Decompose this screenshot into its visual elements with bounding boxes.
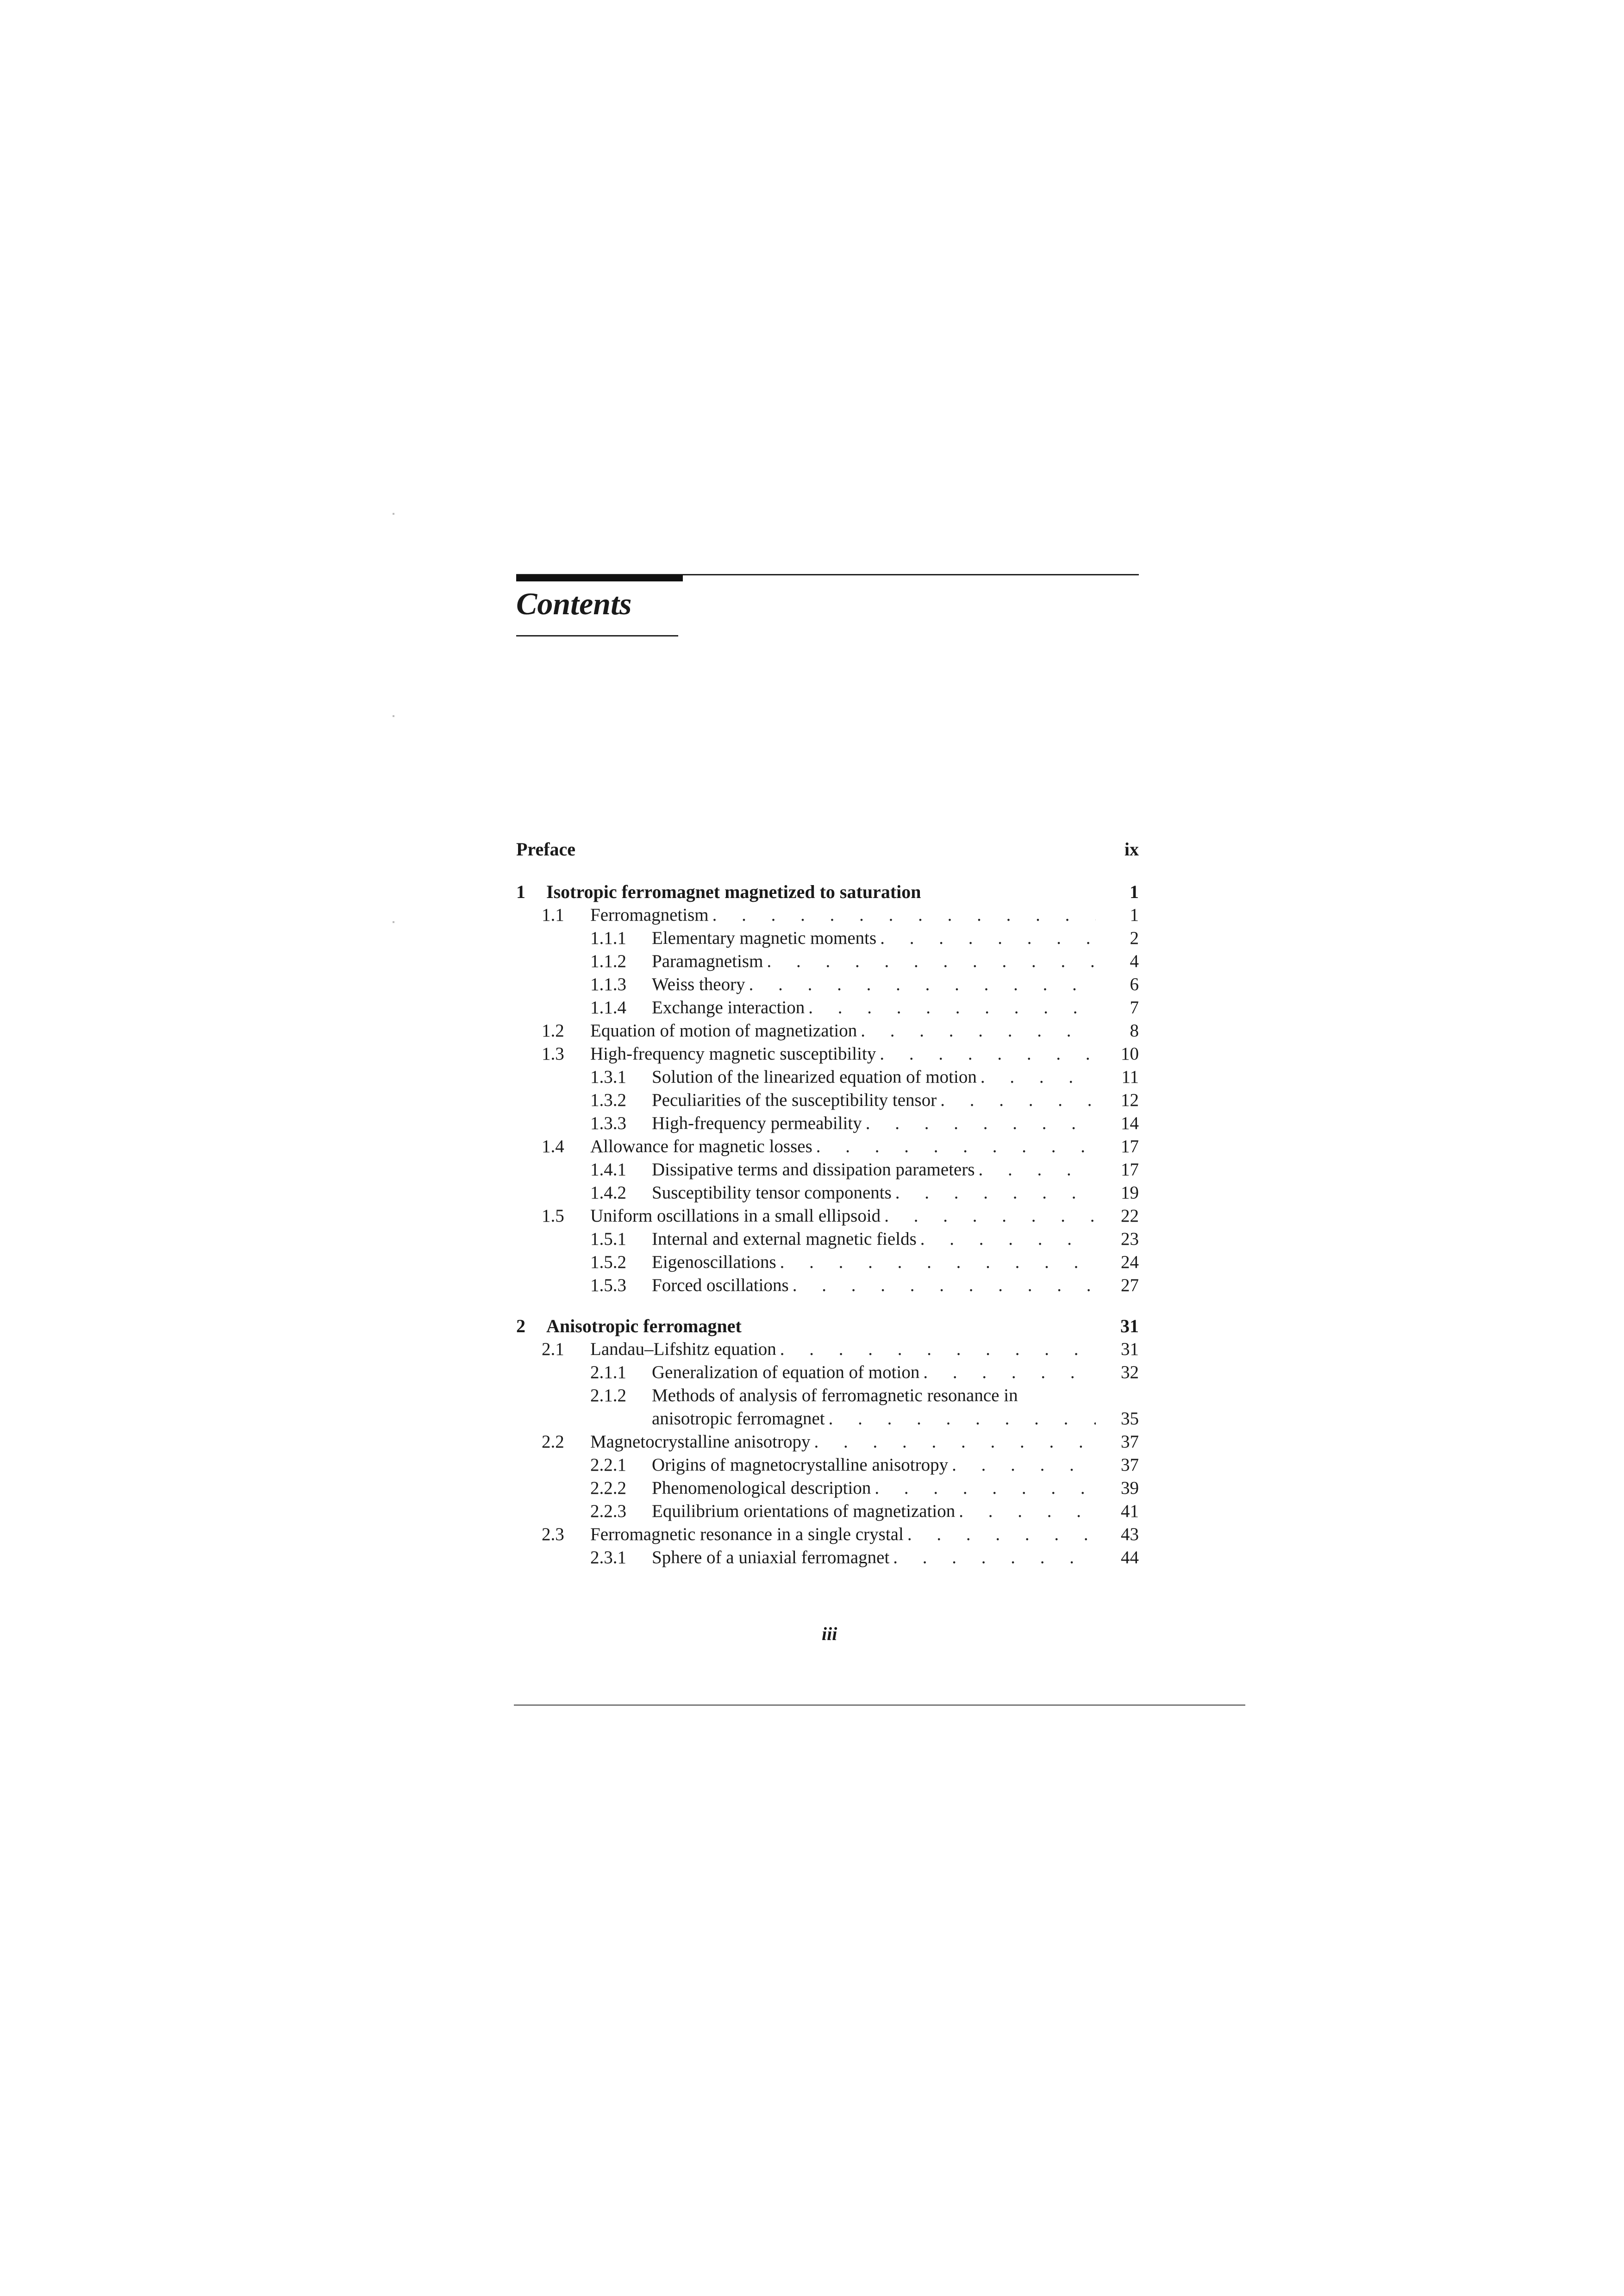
toc-page: 7 bbox=[1130, 998, 1139, 1017]
toc-number: 2 bbox=[516, 1316, 525, 1336]
toc-page: 31 bbox=[1120, 1316, 1139, 1336]
toc-subsection[interactable] bbox=[516, 1454, 1139, 1477]
toc-number: 1.3.3 bbox=[590, 1113, 626, 1133]
toc-number: 1.4 bbox=[542, 1136, 564, 1156]
toc-number: 1.5.2 bbox=[590, 1252, 626, 1272]
toc-page: 22 bbox=[1121, 1206, 1139, 1226]
toc-page: 23 bbox=[1121, 1229, 1139, 1249]
toc-subsection[interactable] bbox=[516, 1384, 1139, 1407]
toc-subsection[interactable] bbox=[516, 1181, 1139, 1204]
toc-subsection-continued[interactable] bbox=[516, 1407, 1139, 1430]
margin-mark bbox=[393, 513, 394, 515]
toc-subsection[interactable] bbox=[516, 1274, 1139, 1297]
toc-page: 39 bbox=[1121, 1478, 1139, 1498]
toc-section[interactable] bbox=[516, 1019, 1139, 1042]
toc-subsection[interactable] bbox=[516, 1251, 1139, 1274]
toc-leader bbox=[861, 1019, 1096, 1042]
toc-page: 1 bbox=[1130, 881, 1139, 902]
toc-number: 2.3.1 bbox=[590, 1547, 626, 1567]
toc-title: Internal and external magnetic fields bbox=[652, 1229, 917, 1249]
toc-page: ix bbox=[1124, 839, 1139, 860]
toc-page: 17 bbox=[1121, 1160, 1139, 1179]
toc-preface[interactable] bbox=[516, 838, 1139, 861]
toc-number: 1.5.1 bbox=[590, 1229, 626, 1249]
toc-section[interactable] bbox=[516, 1135, 1139, 1158]
toc-subsection[interactable] bbox=[516, 1546, 1139, 1569]
toc-number: 2.2 bbox=[542, 1432, 564, 1452]
footer-rule bbox=[514, 1704, 1245, 1706]
header-rule-bar bbox=[516, 575, 683, 581]
toc-subsection[interactable] bbox=[516, 927, 1139, 950]
toc-page: 44 bbox=[1121, 1547, 1139, 1567]
toc-number: 1.1.4 bbox=[590, 998, 626, 1017]
toc-title: Susceptibility tensor components bbox=[652, 1183, 892, 1203]
toc-page: 31 bbox=[1121, 1339, 1139, 1359]
toc-page: 37 bbox=[1121, 1455, 1139, 1475]
toc-number: 2.1.2 bbox=[590, 1385, 626, 1405]
toc-title: Magnetocrystalline anisotropy bbox=[590, 1432, 811, 1452]
toc-title: Phenomenological description bbox=[652, 1478, 871, 1498]
toc-leader bbox=[808, 996, 1096, 1019]
page-number: iii bbox=[822, 1623, 837, 1644]
toc-title: Generalization of equation of motion bbox=[652, 1362, 920, 1382]
toc-page: 35 bbox=[1121, 1409, 1139, 1429]
toc-number: 2.2.1 bbox=[590, 1455, 626, 1475]
toc-title: Peculiarities of the susceptibility tensor bbox=[652, 1090, 937, 1110]
toc-leader bbox=[923, 1361, 1096, 1384]
toc-leader bbox=[979, 1158, 1096, 1181]
toc-title: Origins of magnetocrystalline anisotropy bbox=[652, 1455, 949, 1475]
toc-title: Anisotropic ferromagnet bbox=[546, 1316, 742, 1336]
toc-page: 4 bbox=[1130, 951, 1139, 971]
toc-leader bbox=[780, 1338, 1096, 1361]
toc-leader bbox=[874, 1477, 1096, 1500]
toc-title: High-frequency magnetic susceptibility bbox=[590, 1044, 876, 1064]
toc-page: 10 bbox=[1121, 1044, 1139, 1064]
toc-section[interactable] bbox=[516, 1042, 1139, 1066]
toc-leader bbox=[940, 1089, 1096, 1112]
toc-subsection[interactable] bbox=[516, 1089, 1139, 1112]
toc-subsection[interactable] bbox=[516, 1112, 1139, 1135]
toc-page: 32 bbox=[1121, 1362, 1139, 1382]
table-of-contents bbox=[516, 838, 1139, 1569]
toc-section[interactable] bbox=[516, 1338, 1139, 1361]
toc-subsection[interactable] bbox=[516, 1228, 1139, 1251]
toc-leader bbox=[793, 1274, 1096, 1297]
toc-leader bbox=[959, 1500, 1096, 1523]
toc-subsection[interactable] bbox=[516, 1158, 1139, 1181]
toc-page: 12 bbox=[1121, 1090, 1139, 1110]
toc-number: 1.1.2 bbox=[590, 951, 626, 971]
toc-number: 1.1 bbox=[542, 905, 564, 925]
toc-page: 41 bbox=[1121, 1501, 1139, 1521]
toc-section[interactable] bbox=[516, 1430, 1139, 1454]
toc-page: 8 bbox=[1130, 1021, 1139, 1041]
toc-title: Exchange interaction bbox=[652, 998, 805, 1017]
toc-number: 1.2 bbox=[542, 1021, 564, 1041]
margin-mark bbox=[393, 715, 394, 717]
toc-page: 43 bbox=[1121, 1524, 1139, 1544]
toc-number: 1.5 bbox=[542, 1206, 564, 1226]
toc-title: Sphere of a uniaxial ferromagnet bbox=[652, 1547, 890, 1567]
toc-number: 1.3.1 bbox=[590, 1067, 626, 1087]
toc-title: High-frequency permeability bbox=[652, 1113, 862, 1133]
toc-page: 14 bbox=[1121, 1113, 1139, 1133]
toc-leader bbox=[814, 1430, 1096, 1454]
toc-number: 1.4.2 bbox=[590, 1183, 626, 1203]
toc-title: Landau–Lifshitz equation bbox=[590, 1339, 776, 1359]
toc-number: 2.1 bbox=[542, 1339, 564, 1359]
toc-number: 2.2.3 bbox=[590, 1501, 626, 1521]
toc-number: 1.1.1 bbox=[590, 928, 626, 948]
toc-leader bbox=[907, 1523, 1096, 1546]
toc-section[interactable] bbox=[516, 1204, 1139, 1228]
title-underline bbox=[516, 635, 678, 636]
toc-page: 19 bbox=[1121, 1183, 1139, 1203]
toc-subsection[interactable] bbox=[516, 950, 1139, 973]
toc-leader bbox=[712, 904, 1096, 927]
toc-leader bbox=[880, 927, 1096, 950]
toc-page: 11 bbox=[1121, 1067, 1139, 1087]
toc-number: 1.3.2 bbox=[590, 1090, 626, 1110]
margin-mark bbox=[393, 921, 394, 923]
toc-page: 17 bbox=[1121, 1136, 1139, 1156]
toc-title: Solution of the linearized equation of motion bbox=[652, 1067, 977, 1087]
toc-title: Elementary magnetic moments bbox=[652, 928, 877, 948]
toc-leader bbox=[952, 1454, 1096, 1477]
toc-chapter[interactable] bbox=[516, 1315, 1139, 1338]
toc-number: 1.5.3 bbox=[590, 1275, 626, 1295]
toc-number: 1.3 bbox=[542, 1044, 564, 1064]
toc-number: 1.4.1 bbox=[590, 1160, 626, 1179]
toc-title: Eigenoscillations bbox=[652, 1252, 776, 1272]
toc-leader bbox=[816, 1135, 1096, 1158]
toc-leader bbox=[866, 1112, 1096, 1135]
toc-leader bbox=[749, 973, 1096, 996]
toc-label: Preface bbox=[516, 839, 576, 860]
toc-leader bbox=[829, 1407, 1096, 1430]
toc-title: Dissipative terms and dissipation parameters bbox=[652, 1160, 975, 1179]
toc-subsection[interactable] bbox=[516, 996, 1139, 1019]
toc-leader bbox=[895, 1181, 1096, 1204]
toc-leader bbox=[981, 1066, 1096, 1089]
toc-chapter[interactable] bbox=[516, 880, 1139, 904]
toc-title: Allowance for magnetic losses bbox=[590, 1136, 812, 1156]
toc-number: 2.3 bbox=[542, 1524, 564, 1544]
toc-leader bbox=[893, 1546, 1096, 1569]
toc-number: 2.2.2 bbox=[590, 1478, 626, 1498]
toc-page: 27 bbox=[1121, 1275, 1139, 1295]
toc-title: anisotropic ferromagnet bbox=[652, 1409, 825, 1429]
toc-title: Isotropic ferromagnet magnetized to saturation bbox=[546, 881, 921, 902]
toc-leader bbox=[767, 950, 1096, 973]
toc-number: 1.1.3 bbox=[590, 974, 626, 994]
toc-subsection[interactable] bbox=[516, 1477, 1139, 1500]
toc-subsection[interactable] bbox=[516, 1361, 1139, 1384]
toc-page: 37 bbox=[1121, 1432, 1139, 1452]
toc-page: 2 bbox=[1130, 928, 1139, 948]
toc-leader bbox=[920, 1228, 1096, 1251]
toc-title: Uniform oscillations in a small ellipsoid bbox=[590, 1206, 881, 1226]
toc-leader bbox=[780, 1251, 1096, 1274]
toc-title: Paramagnetism bbox=[652, 951, 763, 971]
toc-title: Equilibrium orientations of magnetization bbox=[652, 1501, 956, 1521]
toc-section[interactable] bbox=[516, 904, 1139, 927]
toc-title: Equation of motion of magnetization bbox=[590, 1021, 857, 1041]
toc-leader bbox=[880, 1042, 1096, 1066]
toc-page: 24 bbox=[1121, 1252, 1139, 1272]
toc-leader bbox=[884, 1204, 1096, 1228]
toc-page: 1 bbox=[1130, 905, 1139, 925]
toc-page: 6 bbox=[1130, 974, 1139, 994]
toc-title: Forced oscillations bbox=[652, 1275, 789, 1295]
toc-title: Weiss theory bbox=[652, 974, 745, 994]
toc-title: Ferromagnetism bbox=[590, 905, 709, 925]
toc-number: 2.1.1 bbox=[590, 1362, 626, 1382]
toc-section[interactable] bbox=[516, 1523, 1139, 1546]
toc-title: Methods of analysis of ferromagnetic resonance in bbox=[652, 1385, 1018, 1405]
toc-number: 1 bbox=[516, 881, 525, 902]
toc-subsection[interactable] bbox=[516, 1500, 1139, 1523]
toc-subsection[interactable] bbox=[516, 1066, 1139, 1089]
page-title: Contents bbox=[516, 586, 632, 621]
toc-subsection[interactable] bbox=[516, 973, 1139, 996]
toc-title: Ferromagnetic resonance in a single crystal bbox=[590, 1524, 904, 1544]
